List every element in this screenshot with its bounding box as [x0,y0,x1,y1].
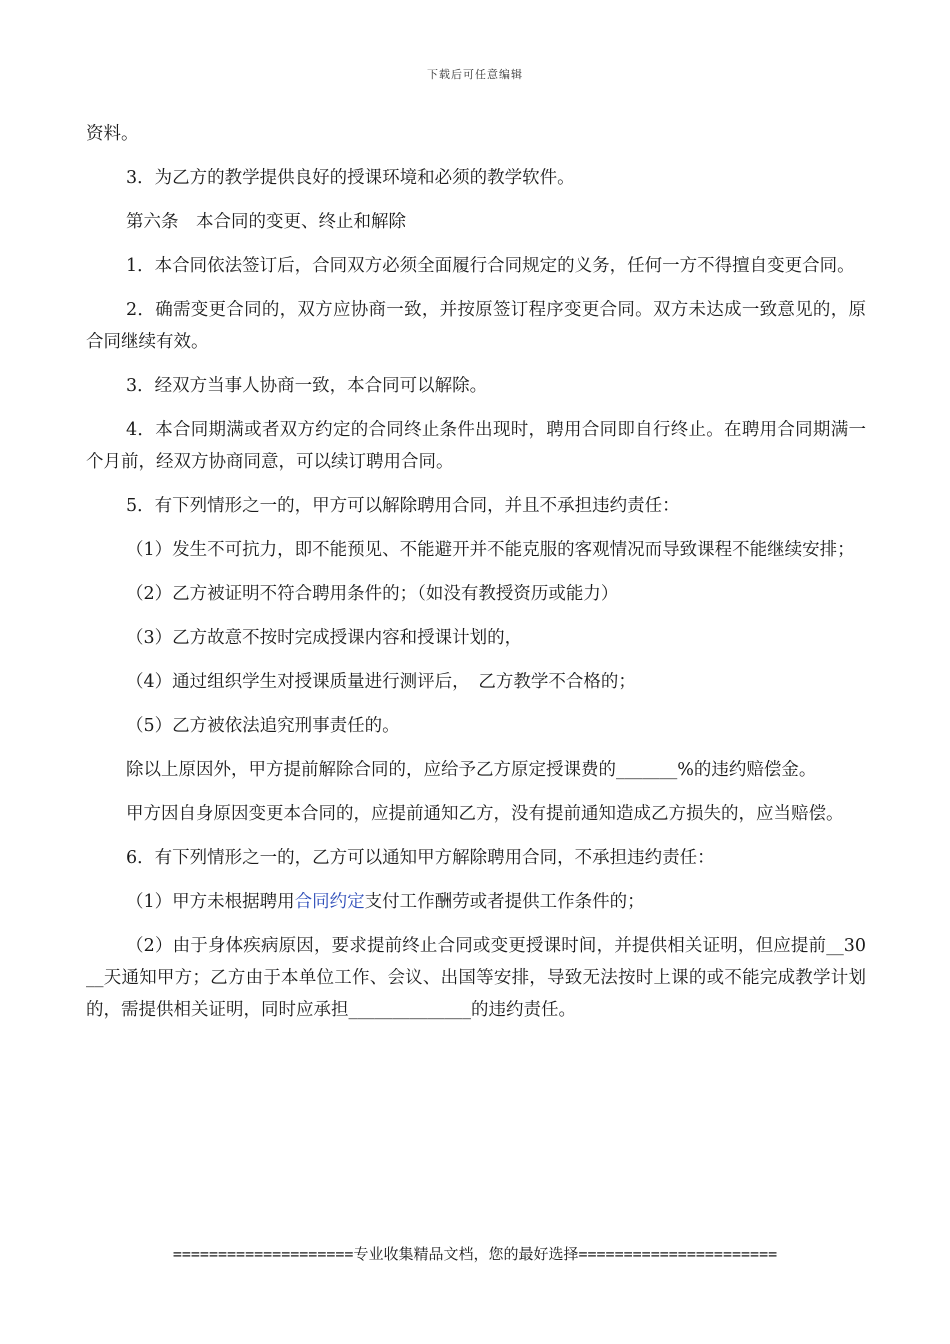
paragraph: 3．为乙方的教学提供良好的授课环境和必须的教学软件。 [126,168,575,188]
list-item [86,886,866,918]
paragraph: 1．本合同依法签订后，合同双方必须全面履行合同规定的义务，任何一方不得擅自变更合同。 [126,256,855,276]
list-item-text: 支付工作酬劳或者提供工作条件的； [364,892,645,912]
paragraph: 除以上原因外，甲方提前解除合同的，应给予乙方原定授课费的_______%的违约赔偿金。 [126,760,817,780]
paragraph: 甲方因自身原因变更本合同的，应提前通知乙方，没有提前通知造成乙方损失的，应当赔偿。 [126,804,844,824]
list-item: （4）通过组织学生对授课质量进行测评后， 乙方教学不合格的； [126,672,636,692]
list-item: （5）乙方被依法追究刑事责任的。 [126,716,400,736]
list-item: （2）乙方被证明不符合聘用条件的；（如没有教授资历或能力） [126,584,619,604]
paragraph: 2．确需变更合同的，双方应协商一致，并按原签订程序变更合同。双方未达成一致意见的，原合同继续有效。 [86,300,866,352]
document-body [86,118,866,1038]
paragraph: 4．本合同期满或者双方约定的合同终止条件出现时，聘用合同即自行终止。在聘用合同期满一个月前，经双方协商同意，可以续订聘用合同。 [86,420,866,472]
list-item: （2）由于身体疾病原因，要求提前终止合同或变更授课时间，并提供相关证明，但应提前__30__天通知甲方；乙方由于本单位工作、会议、出国等安排，导致无法按时上课的或不能完成教学计划的，需提供相关证明，同时应承担______________的违约责任。 [86,936,866,1020]
contract-link[interactable]: 合同约定 [294,892,365,912]
paragraph: 资料。 [86,124,139,144]
paragraph: 5．有下列情形之一的，甲方可以解除聘用合同，并且不承担违约责任： [126,496,680,516]
list-item: （1）发生不可抗力，即不能预见、不能避开并不能克服的客观情况而导致课程不能继续安排； [126,540,855,560]
paragraph: 3．经双方当事人协商一致，本合同可以解除。 [126,376,488,396]
list-item-text: （1）甲方未根据聘用 [126,892,295,912]
page-footer: ====================专业收集精品文档，您的最好选择====================== [172,1245,778,1263]
paragraph: 6．有下列情形之一的，乙方可以通知甲方解除聘用合同，不承担违约责任： [126,848,715,868]
page-header: 下载后可任意编辑 [427,68,523,81]
section-heading: 第六条 本合同的变更、终止和解除 [126,212,406,232]
list-item: （3）乙方故意不按时完成授课内容和授课计划的， [126,628,523,648]
